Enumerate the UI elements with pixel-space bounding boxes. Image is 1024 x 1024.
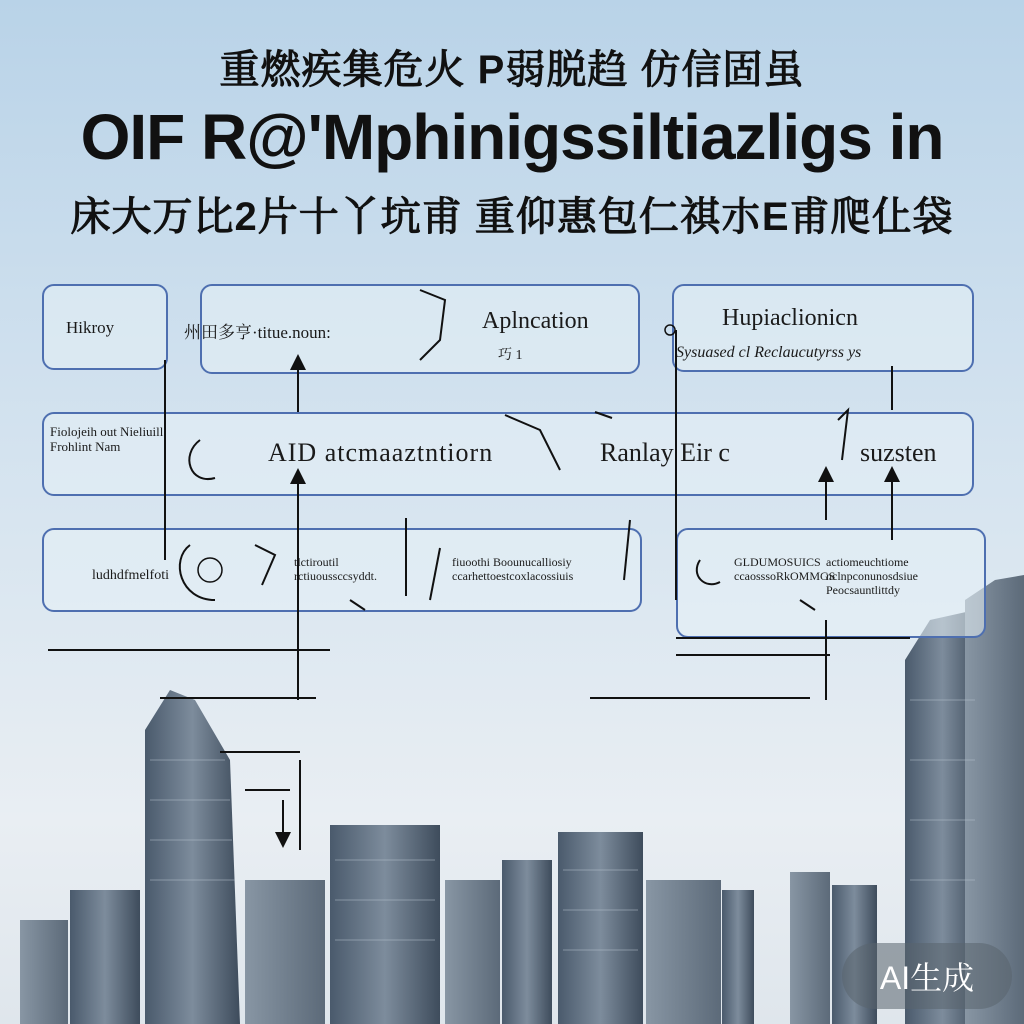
row1-box4-title: Hupiaclionicn	[722, 305, 858, 331]
row3-label-2: tlctiroutil rctiuoussccsyddt.	[294, 555, 377, 583]
title-line-3: 床大万比2片十丫坑甫 重仰惠包仁祺朩E甫爬仩袋	[70, 195, 954, 239]
row3-label-5: actiomeuchtiome nclnpconunosdsiue Peocsauntlittdy	[826, 555, 918, 597]
row2-main-text: AID atcmaaztntiorn	[268, 438, 494, 467]
row3-label-4: GLDUMOSUICS ccaosssoRkOMMGS	[734, 555, 836, 583]
row1-box2-label: 州田多亨·titue.noun:	[184, 323, 331, 342]
title-line-2: OIF R@'Mphinigssiltiazligs in	[80, 101, 944, 173]
row2-mid-text: Ranlay Eir c	[600, 438, 730, 467]
row3-label-left: ludhdfmelfoti	[92, 568, 169, 583]
row2-right-text: suzsten	[860, 438, 937, 467]
row1-box3-label: Aplncation	[482, 308, 589, 334]
title-line-1: 重燃疾集危火 P弱脱趋 仿信固虽	[219, 48, 805, 92]
row1-box4-subtitle: Sysuased cl Reclaucutyrss ys	[676, 344, 862, 361]
row1-box3-sublabel: 巧 1	[498, 348, 523, 363]
row2-left-label: Fiolojeih out Nieliuill Frohlint Nam	[50, 424, 164, 454]
ai-generated-badge: AI生成	[842, 943, 1012, 1009]
row1-box1-label: Hikroy	[66, 318, 115, 337]
row3-label-3: fiuoothi Boounucalliosiy ccarhettoestcoxlacossiuis	[452, 555, 574, 583]
